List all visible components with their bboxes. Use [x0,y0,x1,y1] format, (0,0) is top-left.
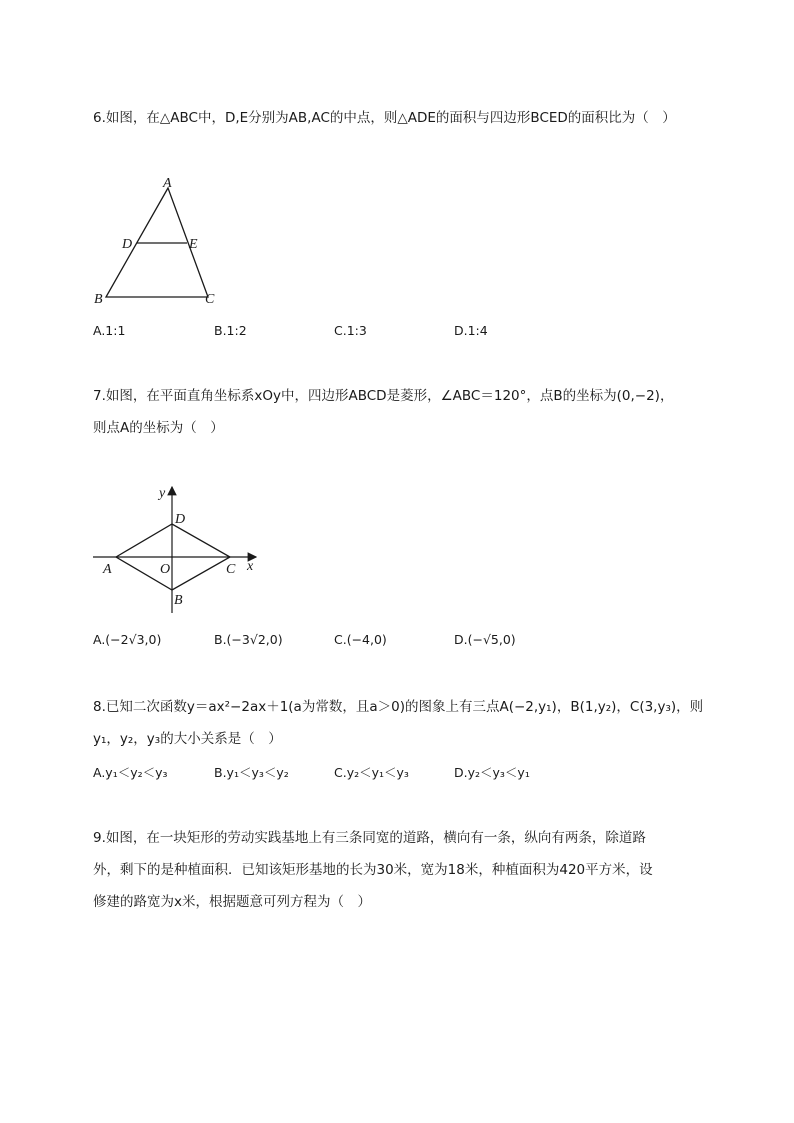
q9-stem-line1: 9.如图，在一块矩形的劳动实践基地上有三条同宽的道路，横向有一条，纵向有两条，除道路 [93,830,646,846]
q6-triangle-figure [88,170,228,310]
q7-stem-line2: 则点A的坐标为（ ） [93,420,224,436]
q9-stem-line3: 修建的路宽为x米，根据题意可列方程为（ ） [93,894,371,910]
q7-option-a: A.(−2√3,0) [93,632,162,647]
q9-stem-line2: 外，剩下的是种植面积．已知该矩形基地的长为30米，宽为18米，种植面积为420平方米，设 [93,862,653,878]
q7-option-b: B.(−3√2,0) [214,632,283,647]
q7-rhombus-figure [88,480,268,620]
label-c: C [205,292,215,307]
label-a: A [163,176,172,191]
label-e: E [189,237,198,252]
q6-option-b: B.1:2 [214,323,247,338]
q8-stem-line2: y₁，y₂，y₃的大小关系是（ ） [93,731,282,747]
q6-option-a: A.1:1 [93,323,126,338]
q8-option-d: D.y₂＜y₃＜y₁ [454,765,530,780]
q6-option-c: C.1:3 [334,323,367,338]
label-y: y [159,486,166,501]
q6-option-d: D.1:4 [454,323,488,338]
q6-stem: 6.如图，在△ABC中，D,E分别为AB,AC的中点，则△ADE的面积与四边形BCED的面积比为（ ） [93,110,676,126]
label-b: B [94,292,103,307]
label-o: O [160,562,171,577]
q7-option-c: C.(−4,0) [334,632,387,647]
q8-stem-line1: 8.已知二次函数y＝ax²−2ax＋1(a为常数，且a＞0)的图象上有三点A(−2,y₁)，B(1,y₂)，C(3,y₃)，则 [93,699,704,715]
label-d: D [122,237,133,252]
q7-stem-line1: 7.如图，在平面直角坐标系xOy中，四边形ABCD是菱形，∠ABC＝120°，点B的坐标为(0,−2)， [93,388,674,404]
label-x: x [247,559,254,574]
label-c: C [226,562,236,577]
q8-option-b: B.y₁＜y₃＜y₂ [214,765,289,780]
q8-option-a: A.y₁＜y₂＜y₃ [93,765,168,780]
label-b: B [174,593,183,608]
q7-option-d: D.(−√5,0) [454,632,516,647]
q8-option-c: C.y₂＜y₁＜y₃ [334,765,409,780]
label-a: A [103,562,112,577]
label-d: D [175,512,186,527]
